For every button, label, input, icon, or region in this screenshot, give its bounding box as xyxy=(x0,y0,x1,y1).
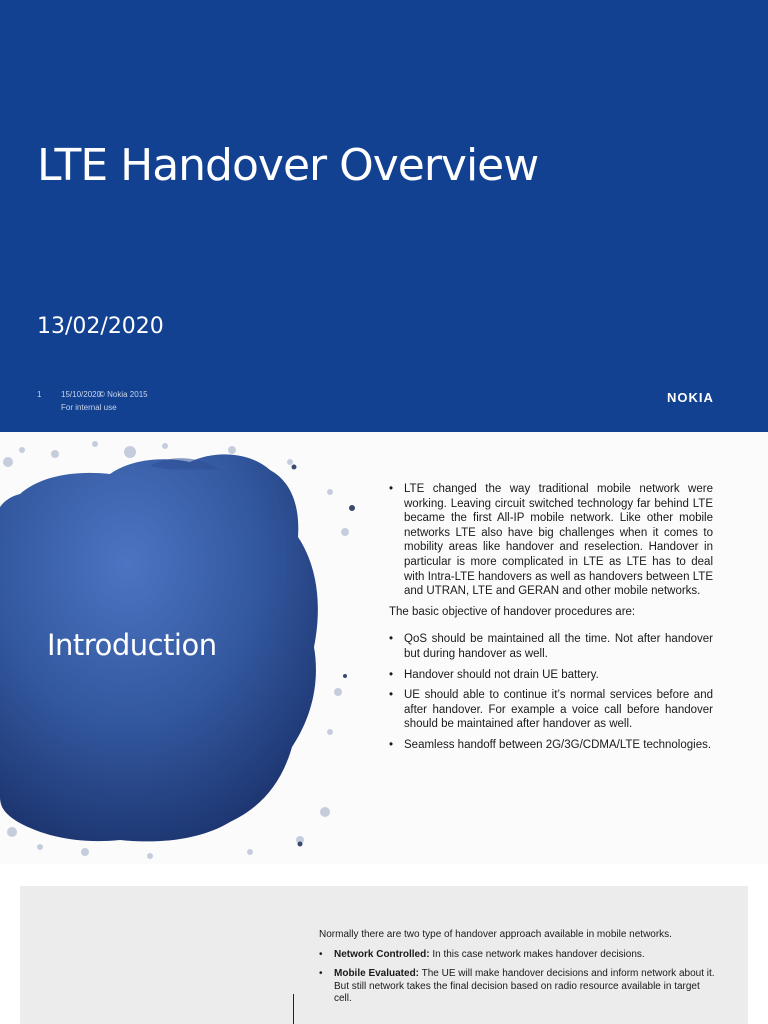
approach-item xyxy=(319,949,715,962)
footer-copyright: © Nokia 2015 xyxy=(99,390,148,399)
approach-item xyxy=(319,968,715,1006)
slide-date: 13/02/2020 xyxy=(37,314,164,339)
slide-footer xyxy=(37,390,148,412)
approach-description: The UE will make handover decisions and inform network about it. But still network takes the final decision based on radio resource available in target cell. xyxy=(334,968,715,1005)
approach-description: In this case network makes handover decisions. xyxy=(429,948,645,960)
footer-classification: For internal use xyxy=(61,403,117,412)
approach-term: Network Controlled: xyxy=(334,948,430,960)
handover-approach-slide xyxy=(20,886,748,1024)
footer-date: 15/10/2020 xyxy=(61,390,102,399)
introduction-text xyxy=(389,482,713,759)
objective-item: • QoS should be maintained all the time. Not after handover but during handover as well. xyxy=(389,632,713,661)
page-gap xyxy=(0,864,768,886)
objective-item: • UE should able to continue it’s normal services before and after handover. For example a voice call before handover should be maintained after handover as well. xyxy=(389,688,713,732)
handover-approach-text xyxy=(319,929,715,1013)
nokia-logo: NOKIA xyxy=(667,390,714,405)
page-number: 1 xyxy=(37,390,42,399)
approach-term: Mobile Evaluated: xyxy=(334,968,420,980)
objective-lead: The basic objective of handover procedures are: xyxy=(389,605,636,618)
intro-bullet: • LTE changed the way traditional mobile network were working. Leaving circuit switched technology far behind LTE became the first All-IP mobile network. Like other mobile networks LTE also have big challenges when it comes to mobility areas like handover and reselection. Handover in particular is more complicated in LTE as LTE has to deal with Intra-LTE handovers as well as handovers between LTE and UTRAN, LTE and GERAN and other mobile networks. xyxy=(389,482,713,599)
section-heading: Introduction xyxy=(47,628,217,662)
objective-item: • Seamless handoff between 2G/3G/CDMA/LTE technologies. xyxy=(389,738,713,753)
vertical-divider xyxy=(293,994,294,1024)
objective-item: • Handover should not drain UE battery. xyxy=(389,668,713,683)
objectives-list xyxy=(389,632,713,752)
slide-title: LTE Handover Overview xyxy=(37,140,539,191)
title-slide xyxy=(0,0,768,432)
approach-lead: Normally there are two type of handover approach available in mobile networks. xyxy=(319,929,672,940)
approach-list xyxy=(319,949,715,1006)
introduction-slide xyxy=(0,432,768,864)
